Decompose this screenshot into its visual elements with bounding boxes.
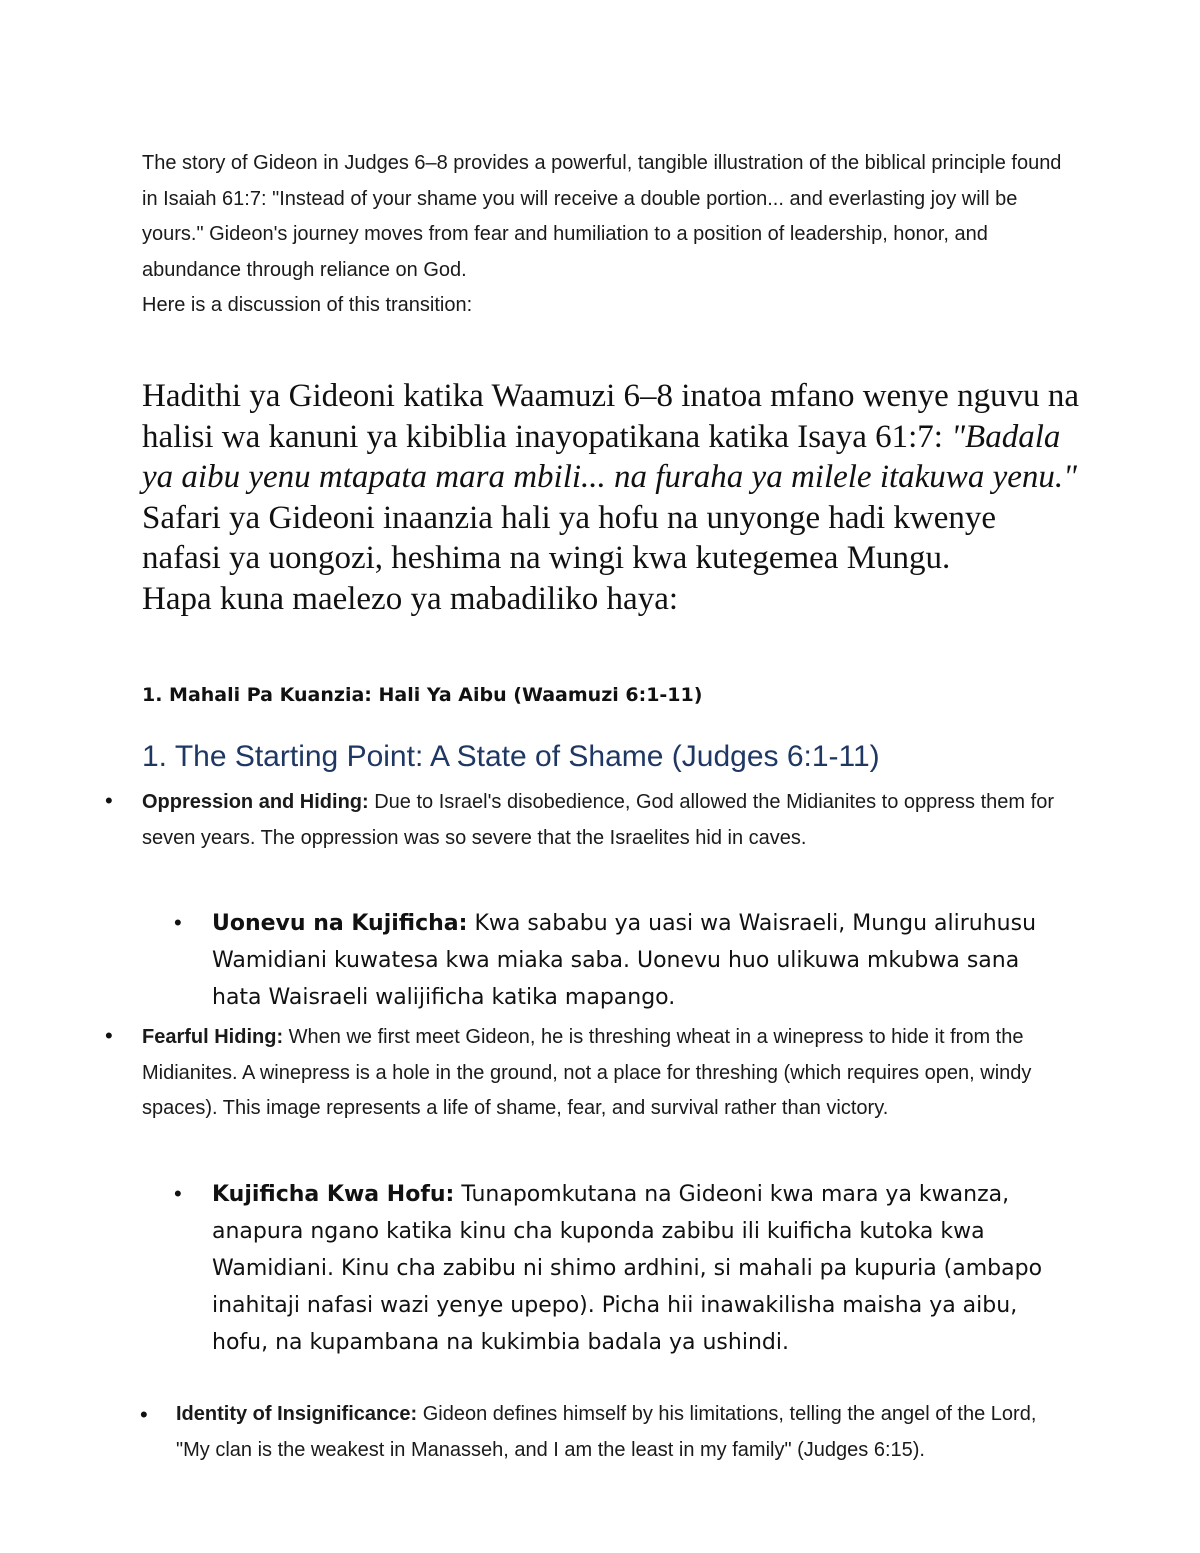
list-item-title: Fearful Hiding:	[142, 1026, 284, 1048]
bullet-icon: •	[174, 1181, 182, 1206]
list-item-title: Oppression and Hiding:	[142, 791, 369, 813]
bullet-icon: •	[105, 788, 113, 813]
list-item-text: Tunapomkutana na Gideoni kwa mara ya kwanza, anapura ngano katika kinu cha kuponda zabibu ili kuificha kutoka kwa Wamidiani. Kinu cha zabibu ni shimo ardhini, si mahali pa kupuria (ambapo inahitaji nafasi wazi yenye upepo). Picha hii inawakilisha maisha ya aibu, hofu, na kupambana na kukimbia badala ya ushindi.	[212, 1182, 1043, 1355]
list-item-text: When we first meet Gideon, he is threshing wheat in a winepress to hide it from the Midianites. A winepress is a hole in the ground, not a place for threshing (which requires open, windy spaces). This image represents a life of shame, fear, and survival rather than victory.	[142, 1026, 1032, 1119]
list-item-uonevu-sw	[212, 905, 1072, 1016]
list-item-title: Kujificha Kwa Hofu:	[212, 1182, 455, 1207]
section-heading-swahili: 1. Mahali Pa Kuanzia: Hali Ya Aibu (Waamuzi 6:1-11)	[142, 684, 703, 706]
list-item-fearful-hiding-en	[142, 1020, 1062, 1127]
list-item-title: Uonevu na Kujificha:	[212, 911, 468, 936]
list-item-text: Gideon defines himself by his limitations, telling the angel of the Lord, "My clan is the weakest in Manasseh, and I am the least in my family" (Judges 6:15).	[176, 1403, 1037, 1461]
list-item-kujificha-sw	[212, 1176, 1072, 1361]
intro-swahili-text-after: Safari ya Gideoni inaanzia hali ya hofu na unyonge hadi kwenye nafasi ya uongozi, heshima na wingi kwa kutegemea Mungu.	[142, 499, 997, 576]
intro-swahili-quote: "Badala ya aibu yenu mtapata mara mbili... na furaha ya milele itakuwa yenu."	[142, 418, 1077, 495]
section-heading-english: 1. The Starting Point: A State of Shame (Judges 6:1-11)	[142, 740, 880, 773]
intro-english-text: The story of Gideon in Judges 6–8 provides a powerful, tangible illustration of the biblical principle found in Isaiah 61:7: "Instead of your shame you will receive a double portion... and everlasting joy will be yours." Gideon's journey moves from fear and humiliation to a position of leadership, honor, and abundance through reliance on God.	[142, 152, 1062, 281]
bullet-icon: •	[140, 1402, 148, 1427]
intro-swahili-closing: Hapa kuna maelezo ya mabadiliko haya:	[142, 580, 679, 617]
intro-english-paragraph	[142, 146, 1062, 324]
intro-swahili-paragraph	[142, 376, 1082, 619]
list-item-text: Kwa sababu ya uasi wa Waisraeli, Mungu aliruhusu Wamidiani kuwatesa kwa miaka saba. Uonevu huo ulikuwa mkubwa sana hata Waisraeli walijificha katika mapango.	[212, 911, 1037, 1010]
list-item-oppression-en	[142, 785, 1057, 856]
bullet-icon: •	[105, 1023, 113, 1048]
intro-swahili-text: Hadithi ya Gideoni katika Waamuzi 6–8 inatoa mfano wenye nguvu na halisi wa kanuni ya kibiblia inayopatikana katika Isaya 61:7:	[142, 378, 1079, 455]
list-item-insignificance-en	[176, 1397, 1056, 1468]
bullet-icon: •	[174, 910, 182, 935]
list-item-text: Due to Israel's disobedience, God allowed the Midianites to oppress them for seven years. The oppression was so severe that the Israelites hid in caves.	[142, 791, 1054, 849]
intro-english-closing: Here is a discussion of this transition:	[142, 294, 473, 316]
list-item-title: Identity of Insignificance:	[176, 1403, 418, 1425]
